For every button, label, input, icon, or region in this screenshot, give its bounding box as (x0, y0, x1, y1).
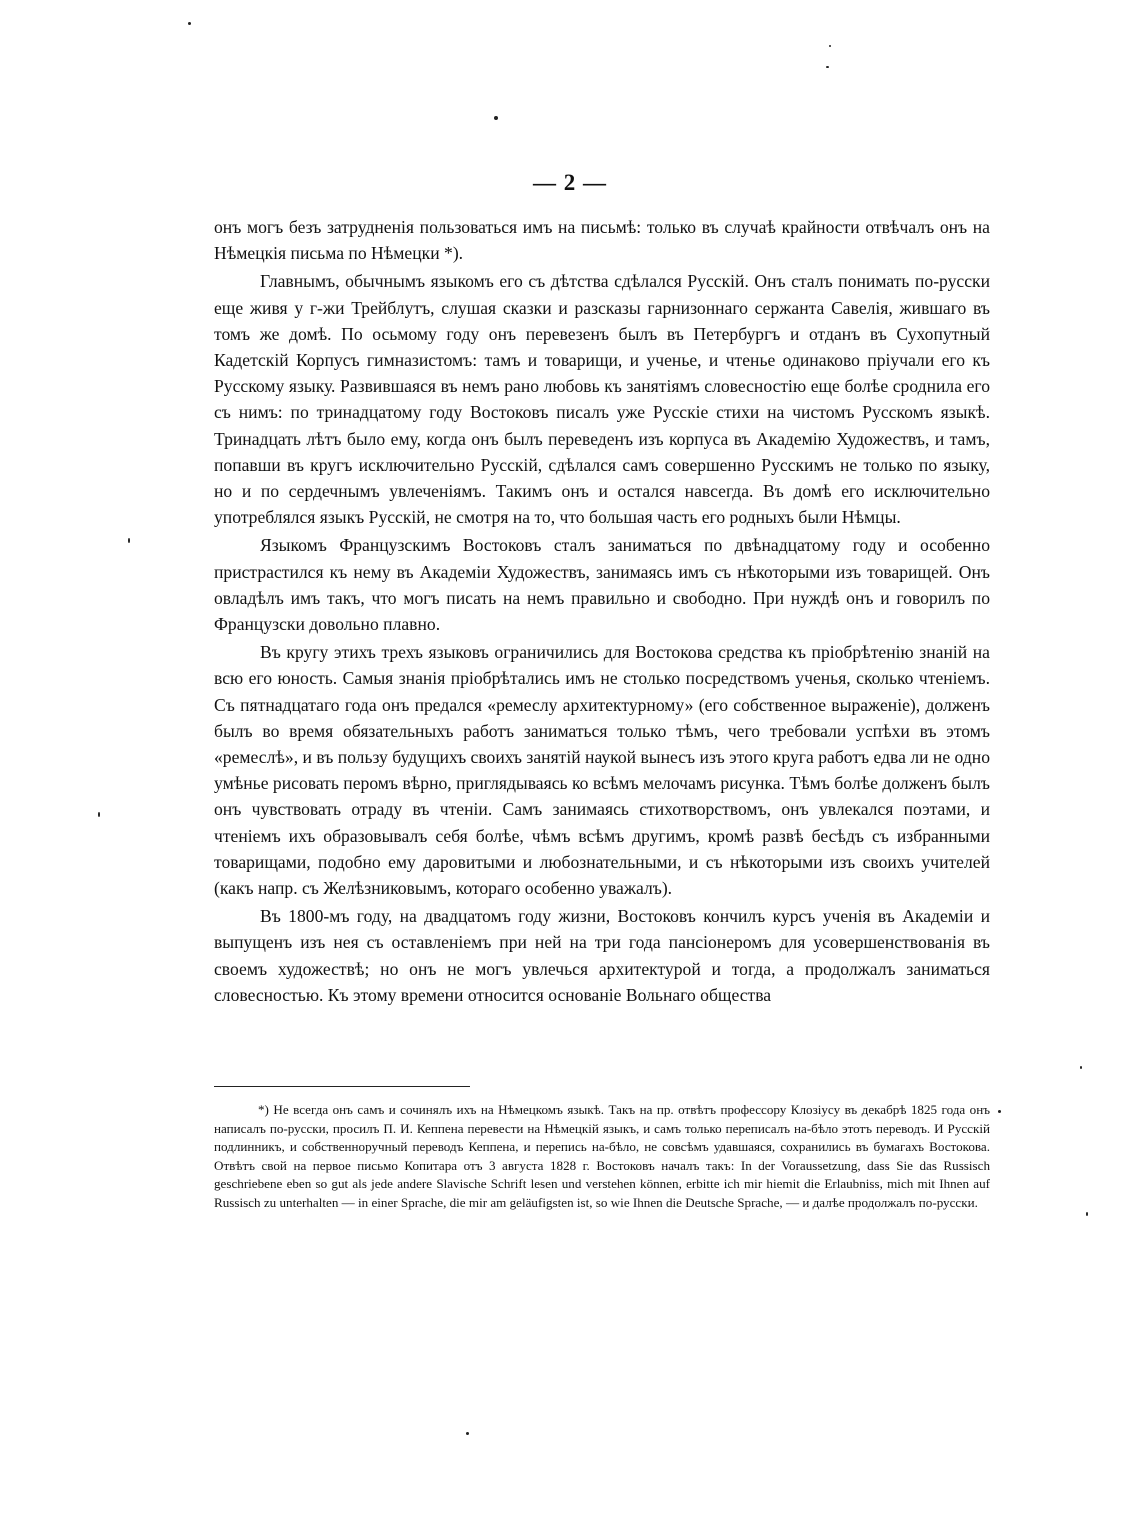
paragraph: Въ 1800-мъ году, на двадцатомъ году жизни, Востоковъ кончилъ курсъ ученія въ Академіи и выпущенъ изъ нея съ оставленіемъ при ней на три года пансіонеромъ для усовершенствованія въ своемъ художествѣ; но онъ не могъ увлечься архитектурой и тогда, а продолжалъ заниматься словесностью. Къ этому времени относится основаніе Вольнаго общества (214, 906, 990, 1005)
scan-speck (826, 66, 829, 68)
paragraph: Главнымъ, обычнымъ языкомъ его съ дѣтства сдѣлался Русскій. Онъ сталъ понимать по-русски еще живя у г-жи Трейблутъ, слушая сказки и разсказы гарнизоннаго сержанта Савелія, жившаго въ томъ же домѣ. По осьмому году онъ перевезенъ былъ въ Петербургъ и отданъ въ Сухопутный Кадетскій Корпусъ гимназистомъ: тамъ и товарищи, и ученье, и чтенье одинаково пріучали его къ Русскому языку. Развившаяся въ немъ рано любовь къ занятіямъ словесностію еще болѣе сроднила его съ нимъ: по тринадцатому году Востоковъ писалъ уже Русскіе стихи на чистомъ Русскомъ языкѣ. Тринадцать лѣтъ было ему, когда онъ былъ переведенъ изъ корпуса въ Академію Художествъ, и тамъ, попавши въ кругъ исключительно Русскій, сдѣлался самъ совершенно Русскимъ не только по языку, но и по сердечнымъ увлеченіямъ. Такимъ онъ и остался навсегда. Въ домѣ его исключительно употреблялся языкъ Русскій, не смотря на то, что большая часть его родныхъ были Нѣмцы. (214, 271, 990, 528)
paragraph: Языкомъ Французскимъ Востоковъ сталъ заниматься по двѣнадцатому году и особенно пристрастился къ нему въ Академіи Художествъ, занимаясь имъ съ нѣкоторыми изъ товарищей. Онъ овладѣлъ имъ такъ, что могъ писать на немъ правильно и свободно. При нуждѣ онъ и говорилъ по Французски довольно плавно. (214, 535, 990, 635)
footnote-divider (214, 1086, 470, 1087)
scan-speck (188, 22, 191, 25)
scan-speck (1080, 1066, 1082, 1069)
scan-speck (494, 116, 498, 120)
scan-speck (829, 45, 831, 47)
paragraph: Въ кругу этихъ трехъ языковъ ограничились для Востокова средства къ пріобрѣтенію знаній на всю его юность. Самыя знанія пріобрѣтались имъ не столько посредствомъ ученья, сколько чтеніемъ. Съ пятнадцатаго года онъ предался «ремеслу архитектурному» (его собственное выраженіе), долженъ былъ во время обязательныхъ работъ заниматься только тѣмъ, чего требовали успѣхи въ этомъ «ремеслѣ», и въ пользу будущихъ своихъ занятій наукой вынесъ изъ этого круга работъ едва ли не одно умѣнье рисовать перомъ вѣрно, приглядываясь ко всѣмъ мелочамъ рисунка. Тѣмъ болѣе долженъ былъ онъ чувствовать отраду въ чтеніи. Самъ занимаясь стихотворствомъ, онъ увлекался поэтами, и чтеніемъ ихъ образовывалъ себя болѣе, чѣмъ всѣмъ другимъ, кромѣ развѣ бесѣдъ съ избранными товарищами, подобно ему даровитыми и любознательными, и съ нѣкоторыми изъ своихъ учителей (какъ напр. съ Желѣзниковымъ, котораго особенно уважалъ). (214, 642, 990, 899)
page-number: — 2 — (533, 170, 607, 195)
scan-speck (128, 538, 130, 543)
scan-speck (466, 1432, 469, 1435)
paragraph-continuation: онъ могъ безъ затрудненія пользоваться имъ на письмѣ: только въ случаѣ крайности отвѣчалъ онъ на Нѣмецкія письма по Нѣмецки *). (214, 217, 990, 264)
scan-speck (98, 812, 100, 817)
main-text (214, 214, 990, 1010)
scan-speck (1086, 1212, 1088, 1216)
footnote: *) Не всегда онъ самъ и сочинялъ ихъ на Нѣмецкомъ языкѣ. Такъ на пр. отвѣтъ профессору Клозіусу въ декабрѣ 1825 года онъ написалъ по-русски, просилъ П. И. Кеппена перевести на Нѣмецкій языкъ, и самъ только переписалъ на-бѣло этотъ переводъ. И Русскій подлинникъ, и собственноручный переводъ Кеппена, и перепись на-бѣло, не совсѣмъ удавшаяся, сохранились въ бумагахъ Востокова. Отвѣтъ свой на первое письмо Копитара отъ 3 августа 1828 г. Востоковъ началъ такъ: In der Voraussetzung, dass Sie das Russisch geschriebene eben so gut als jede andere Slavische Schrift lesen und verstehen können, erbitte ich mir hiemit die Erlaubniss, mich mit Ihnen auf Russisch zu unterhalten — in einer Sprache, die mir am geläufigsten ist, so wie Ihnen die Deutsche Sprache, — и далѣе продолжалъ по-русски. (214, 1102, 990, 1210)
scan-speck (998, 1110, 1001, 1113)
